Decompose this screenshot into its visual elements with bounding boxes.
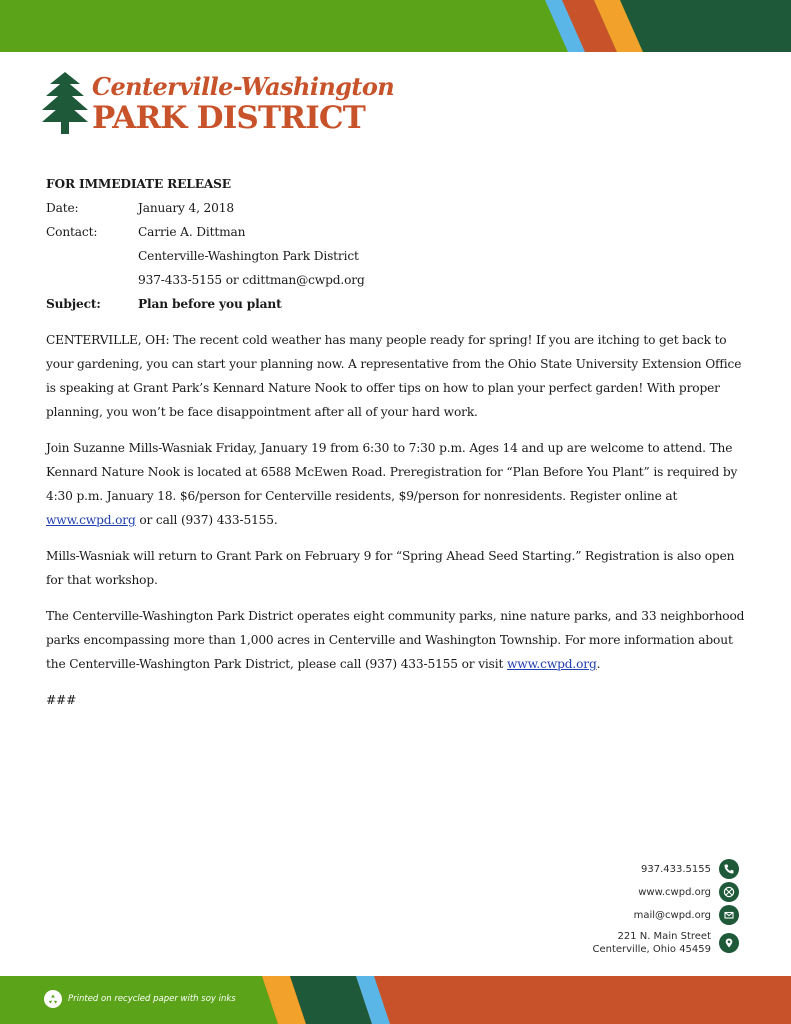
paragraph-event <box>46 436 751 532</box>
paragraph-event-tail: or call (937) 433-5155. <box>135 513 278 527</box>
date-label: Date: <box>46 201 79 215</box>
header-color-band <box>0 0 791 52</box>
end-mark: ### <box>46 693 77 707</box>
phone-row <box>641 858 739 880</box>
footer-website[interactable]: www.cwpd.org <box>638 886 711 898</box>
paragraph-followup: Mills-Wasniak will return to Grant Park on February 9 for “Spring Ahead Seed Starting.” Registration is also open for that workshop. <box>46 549 735 587</box>
footer-phone: 937.433.5155 <box>641 863 711 875</box>
logo-name-line1: Centerville-Washington <box>92 72 395 101</box>
address-row <box>592 929 739 957</box>
press-release-body <box>46 172 751 712</box>
footer-address <box>592 930 711 956</box>
website-link-about[interactable]: www.cwpd.org <box>507 657 597 671</box>
contact-label: Contact: <box>46 225 98 239</box>
contact-org-row <box>46 244 751 268</box>
paragraph-about-text: The Centerville-Washington Park District operates eight community parks, nine nature parks, and 33 neighborhood parks encompassing more than 1,000 acres in Centerville and Washington Township. For more information about the Centerville-Washington Park District, please call (937) 433-5155 or visit <box>46 609 745 671</box>
recycle-icon <box>44 990 62 1008</box>
logo-name-line2: PARK DISTRICT <box>92 100 366 136</box>
paragraph-about-tail: . <box>596 657 601 671</box>
contact-name: Carrie A. Dittman <box>138 225 246 239</box>
location-pin-icon <box>719 933 739 953</box>
contact-org: Centerville-Washington Park District <box>138 249 359 263</box>
footer-address-line1: 221 N. Main Street <box>617 931 711 942</box>
website-row <box>638 881 739 903</box>
release-heading: FOR IMMEDIATE RELEASE <box>46 177 231 191</box>
date-value: January 4, 2018 <box>138 201 234 215</box>
tree-logo-icon <box>42 72 88 134</box>
contact-info: 937-433-5155 or cdittman@cwpd.org <box>138 273 365 287</box>
park-district-logo <box>42 72 395 136</box>
subject-label: Subject: <box>46 297 101 311</box>
mail-icon <box>719 905 739 925</box>
website-link[interactable]: www.cwpd.org <box>46 513 136 527</box>
contact-row <box>46 220 751 244</box>
recycled-paper-note: Printed on recycled paper with soy inks <box>68 994 236 1004</box>
paragraph-about <box>46 604 751 676</box>
date-row <box>46 196 751 220</box>
phone-icon <box>719 859 739 879</box>
subject-row <box>46 292 751 316</box>
footer-email[interactable]: mail@cwpd.org <box>633 909 711 921</box>
footer-address-line2: Centerville, Ohio 45459 <box>592 944 711 955</box>
paragraph-intro: CENTERVILLE, OH: The recent cold weather has many people ready for spring! If you are itching to get back to your gardening, you can start your planning now. A representative from the Ohio State University Extension Office is speaking at Grant Park’s Kennard Nature Nook to offer tips on how to plan your perfect garden! With proper planning, you won’t be face disappointment after all of your hard work. <box>46 333 742 419</box>
subject-value: Plan before you plant <box>138 297 282 311</box>
paragraph-event-text: Join Suzanne Mills-Wasniak Friday, January 19 from 6:30 to 7:30 p.m. Ages 14 and up are welcome to attend. The Kennard Nature Nook is located at 6588 McEwen Road. Preregistration for “Plan Before You Plant” is required by 4:30 p.m. January 18. $6/person for Centerville residents, $9/person for nonresidents. Register online at <box>46 441 738 503</box>
email-row <box>634 904 739 926</box>
globe-icon <box>719 882 739 902</box>
contact-info-row <box>46 268 751 292</box>
